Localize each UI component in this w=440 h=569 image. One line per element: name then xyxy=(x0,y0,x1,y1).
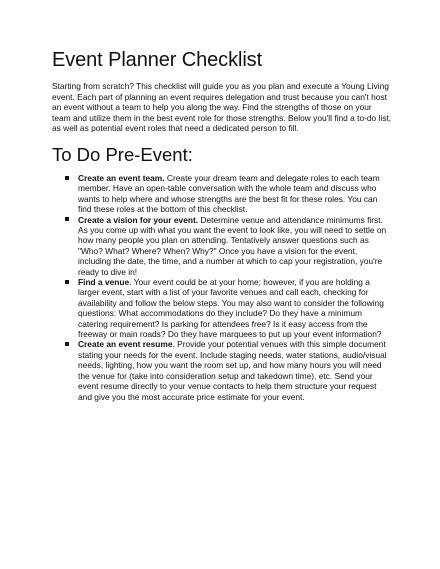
item-body: Create your dream team and delegate roles to each team member. Have an open-table conversation with the whole team and discuss who wants to help where and whose strengths are the best fit for these roles. You can find these roles at the bottom of this checklist. xyxy=(78,172,380,215)
list-item xyxy=(78,339,392,401)
list-item xyxy=(78,215,392,277)
todo-list xyxy=(52,173,392,402)
list-item xyxy=(78,277,392,339)
section-heading: To Do Pre-Event: xyxy=(52,143,193,165)
item-title: Create an event resume xyxy=(78,339,173,350)
list-item xyxy=(78,173,392,215)
item-body: . Your event could be at your home; however, if you are holding a larger event, start with a list of your favorite venues and call each, checking for availability and follow the below steps. You may also want to consider the following questions: What accommodations do they include? Do they have a minimum catering requirement? Is parking for attendees free? Is it easy access from the freeway or main roads? Do they have marquees to put up your event information? xyxy=(78,277,384,340)
bullet-icon xyxy=(65,280,69,284)
bullet-icon xyxy=(65,217,69,221)
document-page xyxy=(52,48,392,402)
bullet-icon xyxy=(65,342,69,346)
item-title: Create an event team. xyxy=(78,172,165,183)
item-title: Find a venue xyxy=(78,277,130,288)
item-title: Create a vision for your event. xyxy=(78,214,199,225)
item-body: Determine venue and attendance minimums first. As you come up with what you want the event to look like, you will need to settle on how many people you plan on attending. Tentatively answer questions such as "Who? What? Where? When? Why?" Once you have a vision for the event, including the date, the time, and a number at which to cap your registration, you're ready to dive in! xyxy=(78,214,387,277)
page-title: Event Planner Checklist xyxy=(52,49,263,71)
bullet-icon xyxy=(65,176,69,180)
item-body: . Provide your potential venues with this simple document stating your needs for the event. Include staging needs, water stations, audio/visual needs, lighting, how you want the room set up, and how many hours you will need the venue for (take into consideration setup and takedown time), etc. Send your event resume directly to your venue contacts to help them structure your request and give you the most accurate price estimate for your event. xyxy=(78,339,387,402)
intro-paragraph: Starting from scratch? This checklist will guide you as you plan and execute a Young Living event. Each part of planning an event requires delegation and trust because you can't host an event without a team to help you along the way. Find the strengths of those on your team and utilize them in the best event role for those strengths. Below you'll find a to-do list, as well as potential event roles that need a dedicated person to fill. xyxy=(52,81,392,134)
